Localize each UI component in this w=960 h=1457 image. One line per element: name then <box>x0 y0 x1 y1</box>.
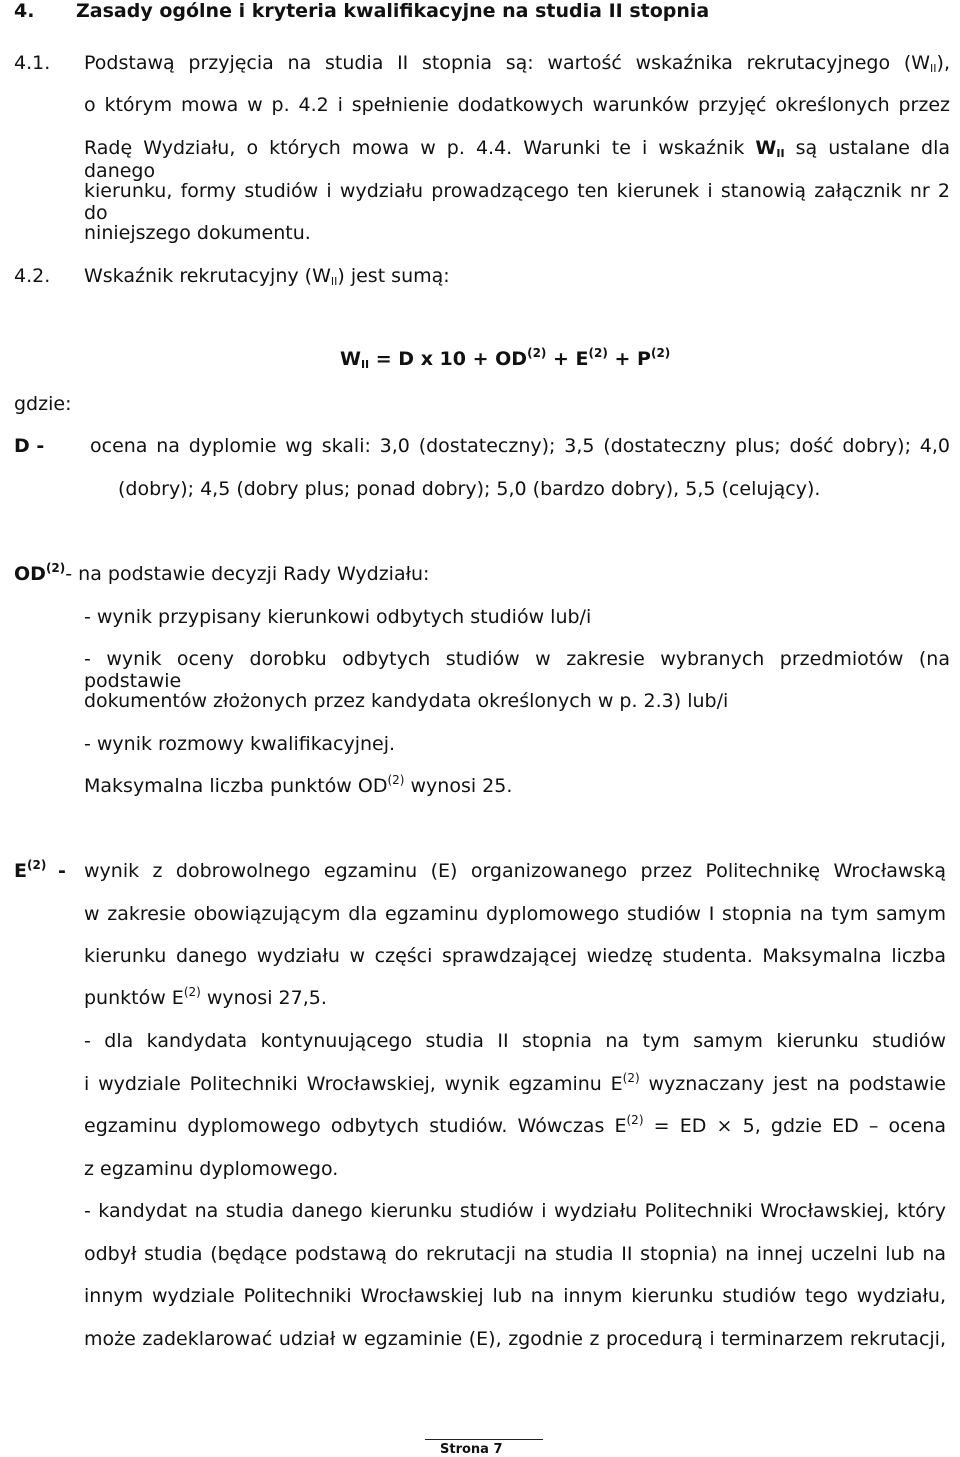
e-line-4: punktów $E^{(2)}$ wynosi 27,5. <box>84 985 327 1009</box>
e-label: $E^{(2)}$ <box>14 858 47 882</box>
d-line-1: ocena na dyplomie wg skali: 3,0 (dostateczny); 3,5 (dostateczny plus; dość dobry); 4,0 <box>90 435 950 457</box>
p41-line-3: Radę Wydziału, o których mowa w p. 4.4. Warunki te i wskaźnik $W_{II}$ są ustalane dla danego <box>84 137 950 182</box>
e-line-6: i wydziale Politechniki Wrocławskiej, wynik egzaminu $E^{(2)}$ wyznaczany jest na podstawie <box>84 1071 946 1095</box>
od-line-3: dokumentów złożonych przez kandydata określonych w p. 2.3) lub/i <box>84 690 729 712</box>
p41-line-4: kierunku, formy studiów i wydziału prowadzącego ten kierunek i stanowią załącznik nr 2 do <box>84 180 950 224</box>
od-line-5: Maksymalna liczba punktów OD$^{(2)}$ wynosi 25. <box>84 773 513 797</box>
gdzie-label: gdzie: <box>14 393 72 415</box>
od-line-1: - wynik przypisany kierunkowi odbytych studiów lub/i <box>84 606 592 628</box>
e-line-5: - dla kandydata kontynuującego studia II stopnia na tym samym kierunku studiów <box>84 1030 946 1052</box>
p41-line-1: Podstawą przyjęcia na studia II stopnia są: wartość wskaźnika rekrutacyjnego $(W_{II})$, <box>84 52 950 75</box>
od-line-4: - wynik rozmowy kwalifikacyjnej. <box>84 733 396 755</box>
e-line-1: wynik z dobrowolnego egzaminu (E) organizowanego przez Politechnikę Wrocławską <box>84 860 946 882</box>
od-intro: OD$^{(2)}$- na podstawie decyzji Rady Wydziału: <box>14 561 430 585</box>
e-line-7: egzaminu dyplomowego odbytych studiów. Wówczas $E^{(2)}$ = ED × 5, gdzie ED – ocena <box>84 1113 946 1137</box>
d-label: D - <box>14 435 45 457</box>
footer-rule <box>425 1439 543 1440</box>
e-line-9: - kandydat na studia danego kierunku studiów i wydziału Politechniki Wrocławskiej, który <box>84 1200 946 1222</box>
od-line-2: - wynik oceny dorobku odbytych studiów w zakresie wybranych przedmiotów (na podstawie <box>84 648 950 692</box>
e-dash: - <box>58 860 66 882</box>
p41-line-5: niniejszego dokumentu. <box>84 222 311 244</box>
e-line-11: innym wydziale Politechniki Wrocławskiej lub na innym kierunku studiów tego wydziału, <box>84 1285 946 1307</box>
e-line-12: może zadeklarować udział w egzaminie (E), zgodnie z procedurą i terminarzem rekrutacji, <box>84 1328 946 1350</box>
p41-line-2: o którym mowa w p. 4.2 i spełnienie dodatkowych warunków przyjęć określonych przez <box>84 94 950 116</box>
paragraph-number-4-2: 4.2. <box>14 265 51 287</box>
formula: $W_{II} = D$ x $10 + OD^{(2)} + E^{(2)} + P^{(2)}$ <box>340 346 671 371</box>
e-line-8: z egzaminu dyplomowego. <box>84 1158 339 1180</box>
section-number: 4. <box>14 0 35 22</box>
paragraph-number-4-1: 4.1. <box>14 52 51 74</box>
section-title: Zasady ogólne i kryteria kwalifikacyjne na studia II stopnia <box>76 0 710 22</box>
d-line-2: (dobry); 4,5 (dobry plus; ponad dobry); 5,0 (bardzo dobry), 5,5 (celujący). <box>118 478 821 500</box>
p42-text: Wskaźnik rekrutacyjny $(W_{II})$ jest sumą: <box>84 265 450 288</box>
e-line-10: odbył studia (będące podstawą do rekrutacji na studia II stopnia) na innej uczelni lub na <box>84 1243 946 1265</box>
e-line-3: kierunku danego wydziału w części sprawdzającej wiedzę studenta. Maksymalna liczba <box>84 945 946 967</box>
e-line-2: w zakresie obowiązującym dla egzaminu dyplomowego studiów I stopnia na tym samym <box>84 903 946 925</box>
page-number: Strona 7 <box>440 1442 503 1457</box>
